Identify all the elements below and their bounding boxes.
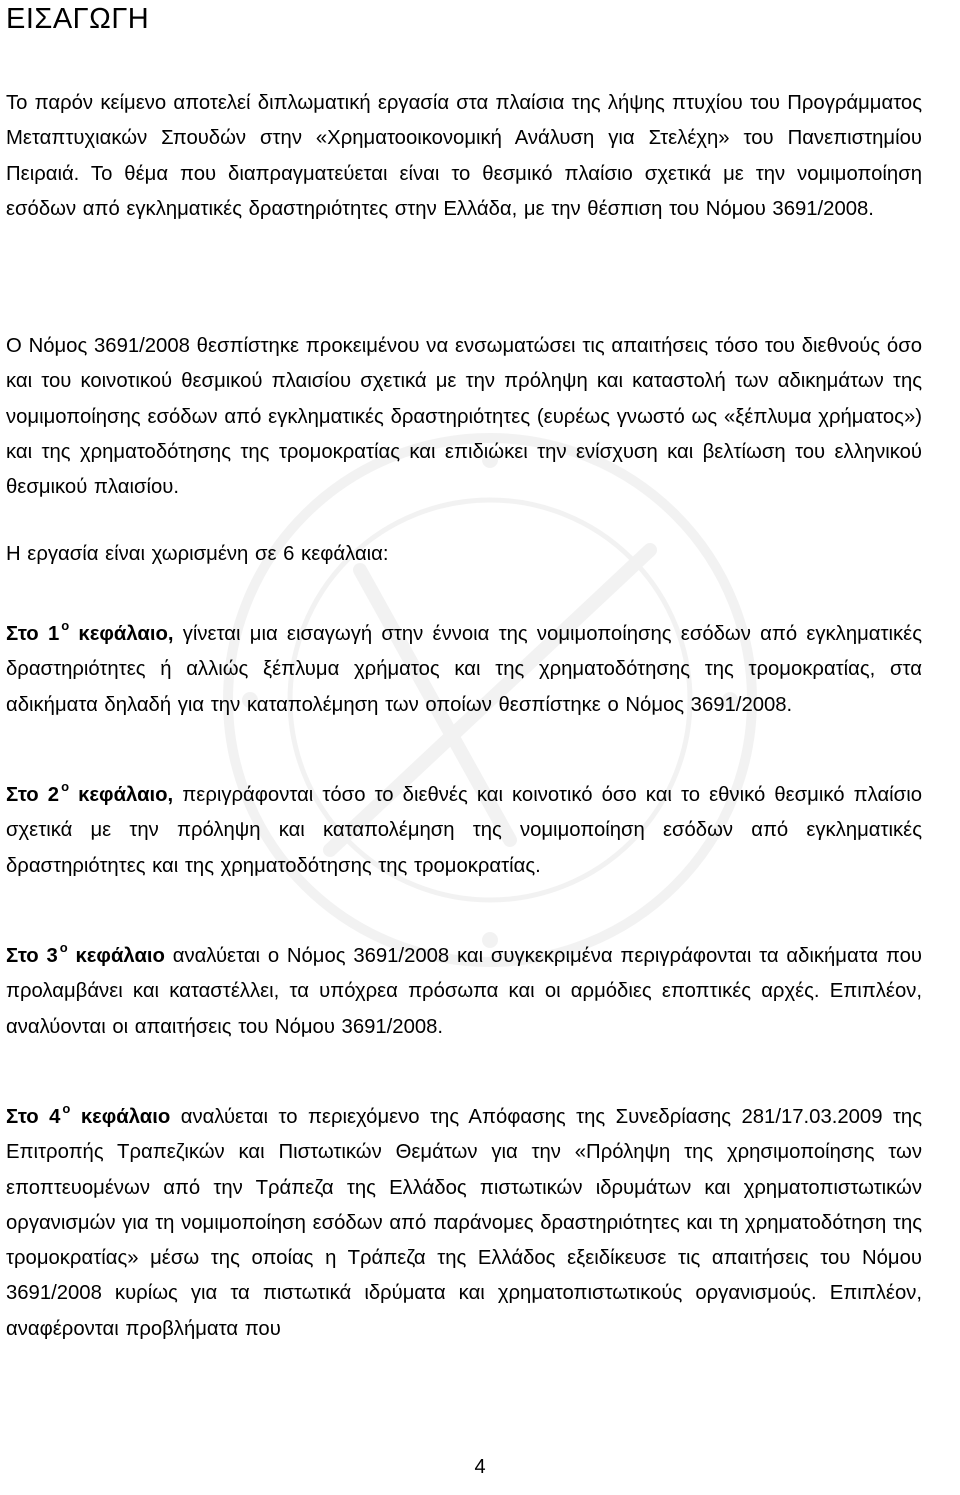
chapter-4-lead: Στο 4 $^o$ κεφάλαιο (6, 1101, 171, 1128)
structure-paragraph: Η εργασία είναι χωρισμένη σε 6 κεφάλαια: (6, 543, 389, 565)
page-title: ΕΙΣΑΓΩΓΗ (6, 3, 150, 35)
chapter-3-paragraph (6, 939, 922, 1045)
chapter-4-text: αναλύεται το περιεχόμενο της Απόφασης της Συνεδρίασης 281/17.03.2009 της Επιτροπής Τραπεζικών και Πιστωτικών Θεμάτων για την «Πρόληψη της χρησιμοποίησης των εποπτευομένων από την Τράπεζα της Ελλάδος πιστωτικών ιδρυμάτων και χρηματοπιστωτικών οργανισμών για τη νομιμοποίηση εσόδων από παράνομες δραστηριότητες και τη χρηματοδότηση της τρομοκρατίας» μέσω της οποίας η Τράπεζα της Ελλάδος εξειδίκευσε τις απαιτήσεις του Νόμου 3691/2008 κυρίως για τα πιστωτικά ιδρύματα και χρηματοπιστωτικούς οργανισμούς. Επιπλέον, αναφέρονται προβλήματα που (6, 1106, 922, 1340)
law-paragraph: Ο Νόμος 3691/2008 θεσπίστηκε προκειμένου να ενσωματώσει τις απαιτήσεις τόσο του διεθνούς όσο και του κοινοτικού θεσμικού πλαισίου σχετικά με την πρόληψη και καταστολή των αδικημάτων της νομιμοποίησης εσόδων από εγκληματικές δραστηριότητες (ευρέως γνωστό ως «ξέπλυμα χρήματος») και της χρηματοδότησης της τρομοκρατίας και επιδιώκει την ενίσχυση και βελτίωση του ελληνικού θεσμικού πλαισίου. (6, 335, 922, 499)
chapter-2-text: περιγράφονται τόσο το διεθνές και κοινοτικό όσο και το εθνικό θεσμικό πλαίσιο σχετικά με την πρόληψη και καταπολέμηση της νομιμοποίηση εσόδων από εγκληματικές δραστηριότητες και της χρηματοδότησης της τρομοκρατίας. (6, 784, 922, 877)
chapter-2-lead: Στο 2 $^o$ κεφάλαιο, (6, 779, 174, 806)
chapter-1-lead: Στο 1 $^o$ κεφάλαιο, (6, 618, 174, 645)
chapter-4-paragraph (6, 1100, 922, 1347)
page-number: 4 (474, 1456, 486, 1478)
chapter-2-paragraph (6, 778, 922, 884)
chapter-1-paragraph (6, 617, 922, 723)
chapter-3-lead: Στο 3 $^o$ κεφάλαιο (6, 940, 165, 967)
intro-paragraph: Το παρόν κείμενο αποτελεί διπλωματική εργασία στα πλαίσια της λήψης πτυχίου του Προγράμματος Μεταπτυχιακών Σπουδών στην «Χρηματοοικονομική Ανάλυση για Στελέχη» του Πανεπιστημίου Πειραιά. Το θέμα που διαπραγματεύεται είναι το θεσμικό πλαίσιο σχετικά με την νομιμοποίηση εσόδων από εγκληματικές δραστηριότητες στην Ελλάδα, με την θέσπιση του Νόμου 3691/2008. (6, 92, 922, 220)
chapter-3-text: αναλύεται ο Νόμος 3691/2008 και συγκεκριμένα περιγράφονται τα αδικήματα που προλαμβάνει και καταστέλλει, τα υπόχρεα πρόσωπα και οι αρμόδιες εποπτικές αρχές. Επιπλέον, αναλύονται οι απαιτήσεις του Νόμου 3691/2008. (6, 945, 922, 1038)
chapter-1-text: γίνεται μια εισαγωγή στην έννοια της νομιμοποίησης εσόδων από εγκληματικές δραστηριότητες ή αλλιώς ξέπλυμα χρήματος και της χρηματοδότησης της τρομοκρατίας, στα αδικήματα δηλαδή για την καταπολέμηση των οποίων θεσπίστηκε ο Νόμος 3691/2008. (6, 623, 922, 716)
